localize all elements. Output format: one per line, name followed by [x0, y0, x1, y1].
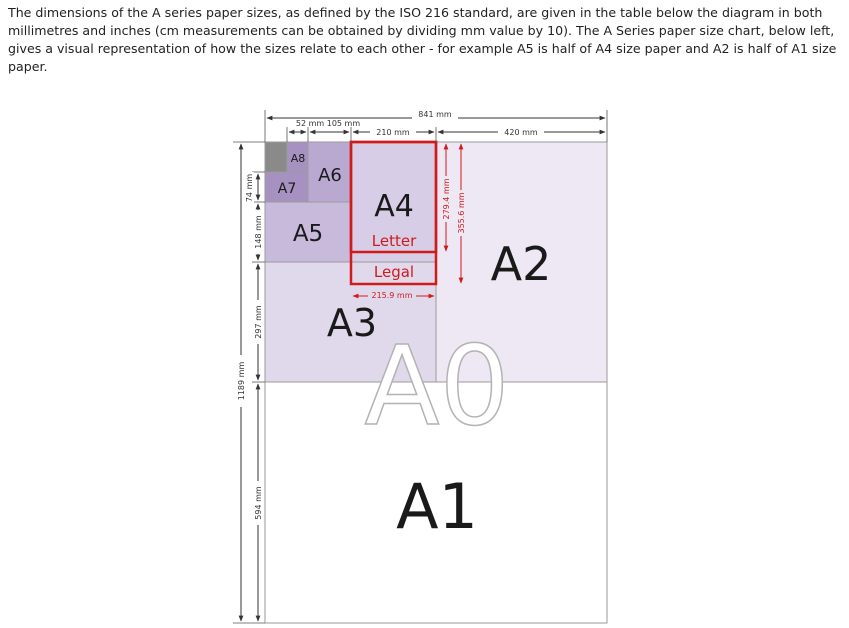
letter-height-label: 279.4 mm	[442, 178, 451, 220]
a7-label: A7	[277, 181, 297, 197]
height-74-label: 74 mm	[245, 173, 254, 203]
a4-label: A4	[374, 189, 414, 224]
a6-label: A6	[318, 165, 342, 186]
a9-block	[265, 142, 287, 172]
width-52-105-label: 52 mm 105 mm	[295, 119, 361, 128]
letter-label: Letter	[371, 232, 417, 250]
a5-label: A5	[292, 221, 324, 247]
a8-label: A8	[290, 152, 306, 165]
width-841-label: 841 mm	[418, 110, 452, 119]
a3-label: A3	[326, 301, 378, 345]
width-210-label: 210 mm	[376, 128, 410, 137]
a0-label: A0	[364, 322, 510, 450]
legal-height-label: 355.6 mm	[457, 192, 466, 234]
height-594-label: 594 mm	[254, 486, 263, 520]
height-1189-label: 1189 mm	[237, 361, 246, 401]
letter-width-label: 215.9 mm	[371, 291, 413, 300]
width-420-label: 420 mm	[504, 128, 538, 137]
a2-label: A2	[490, 237, 552, 291]
height-297-label: 297 mm	[254, 305, 263, 339]
height-148-label: 148 mm	[254, 215, 263, 249]
intro-paragraph: The dimensions of the A series paper sizes, as defined by the ISO 216 standard, are given in the table below the diagram in both millimetres and inches (cm measurements can be obtained by dividing mm value by 10). The A Series paper size chart, below left, gives a visual representation of how the sizes relate to each other - for example A5 is half of A4 size paper and A2 is half of A1 size paper.	[8, 5, 837, 74]
legal-label: Legal	[373, 263, 415, 281]
a1-label: A1	[396, 470, 478, 543]
